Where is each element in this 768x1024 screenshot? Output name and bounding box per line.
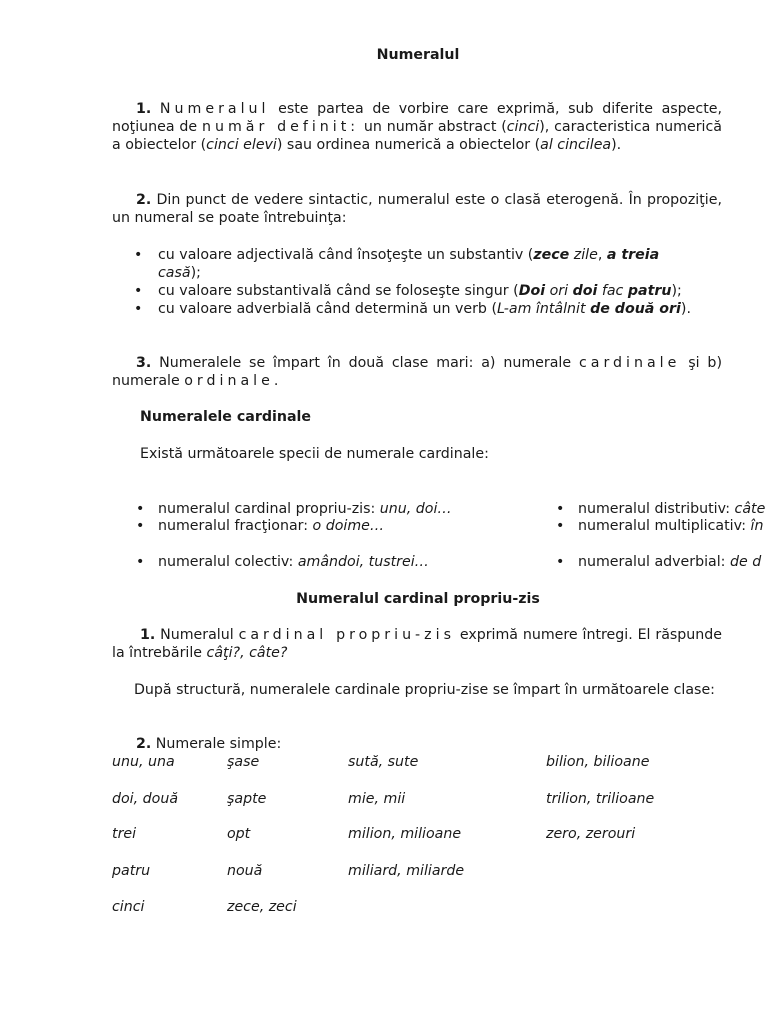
numeral: zero, zerouri [546,826,636,842]
numeral: doi, două [112,791,179,807]
numeral: opt [227,826,251,842]
paragraph-classes: 3. Numeralele se împart în două clase mari: a) numerale cardinale şi b) numerale ordinale. [112,355,722,389]
page-title: Numeralul [376,47,460,63]
numeral: trilion, trilioane [546,791,655,807]
numeral: nouă [227,863,263,879]
numeral: bilion, bilioane [546,754,650,770]
paragraph-structure: După structură, numeralele cardinale propriu-zise se împart în următoarele clase: [134,682,715,698]
species-item: • numeralul multiplicativ: în [578,517,763,535]
numeral: miliard, miliarde [348,863,465,879]
section-heading: Numeralele cardinale [140,409,312,425]
list-item: • cu valoare adverbială când determină un verb (L-am întâlnit de două ori). [112,300,704,318]
numeral: mie, mii [348,791,406,807]
numeral: zece, zeci [227,899,297,915]
numeral: milion, milioane [348,826,462,842]
section-heading: Numeralul cardinal propriu-zis [296,591,540,607]
list-item: • cu valoare substantivală când se foloseşte singur (Doi ori doi fac patru); [112,282,704,300]
species-item: • numeralul distributiv: câte [578,500,765,518]
numeral: cinci [112,899,145,915]
list-item: • cu valoare adjectivală când însoţeşte un substantiv (zece zile, a treia casă); [112,246,704,282]
numeral: trei [112,826,137,842]
numeral: patru [112,863,151,879]
species-item: • numeralul adverbial: de d [578,553,761,571]
intro-text: Există următoarele specii de numerale cardinale: [140,446,489,462]
usage-list [112,246,704,318]
species-item: • numeralul cardinal propriu-zis: unu, doi… [158,500,452,518]
species-item: • numeralul fracţionar: o doime… [158,517,384,535]
numeral: şapte [227,791,267,807]
species-item: • numeralul colectiv: amândoi, tustrei… [158,553,429,571]
paragraph-cardinal: 1. Numeralul cardinal propriu-zis exprimă numere întregi. El răspunde la întrebările câţi?, câte? [112,627,722,661]
simple-heading: 2. Numerale simple: [136,736,282,752]
numeral: unu, una [112,754,175,770]
paragraph-syntax: 2. Din punct de vedere sintactic, numeralul este o clasă eterogenă. În propoziţie, un numeral se poate întrebuinţa: [112,192,722,226]
paragraph-definition: 1. Numeralul este partea de vorbire care exprimă, sub diferite aspecte, noţiunea de număr definit: un număr abstract (cinci), caracteristica numerică a obiectelor (cinci elevi) sau ordinea numerică a obiectelor (al cincilea). [112,101,722,153]
numeral: sută, sute [348,754,419,770]
numeral: şase [227,754,260,770]
